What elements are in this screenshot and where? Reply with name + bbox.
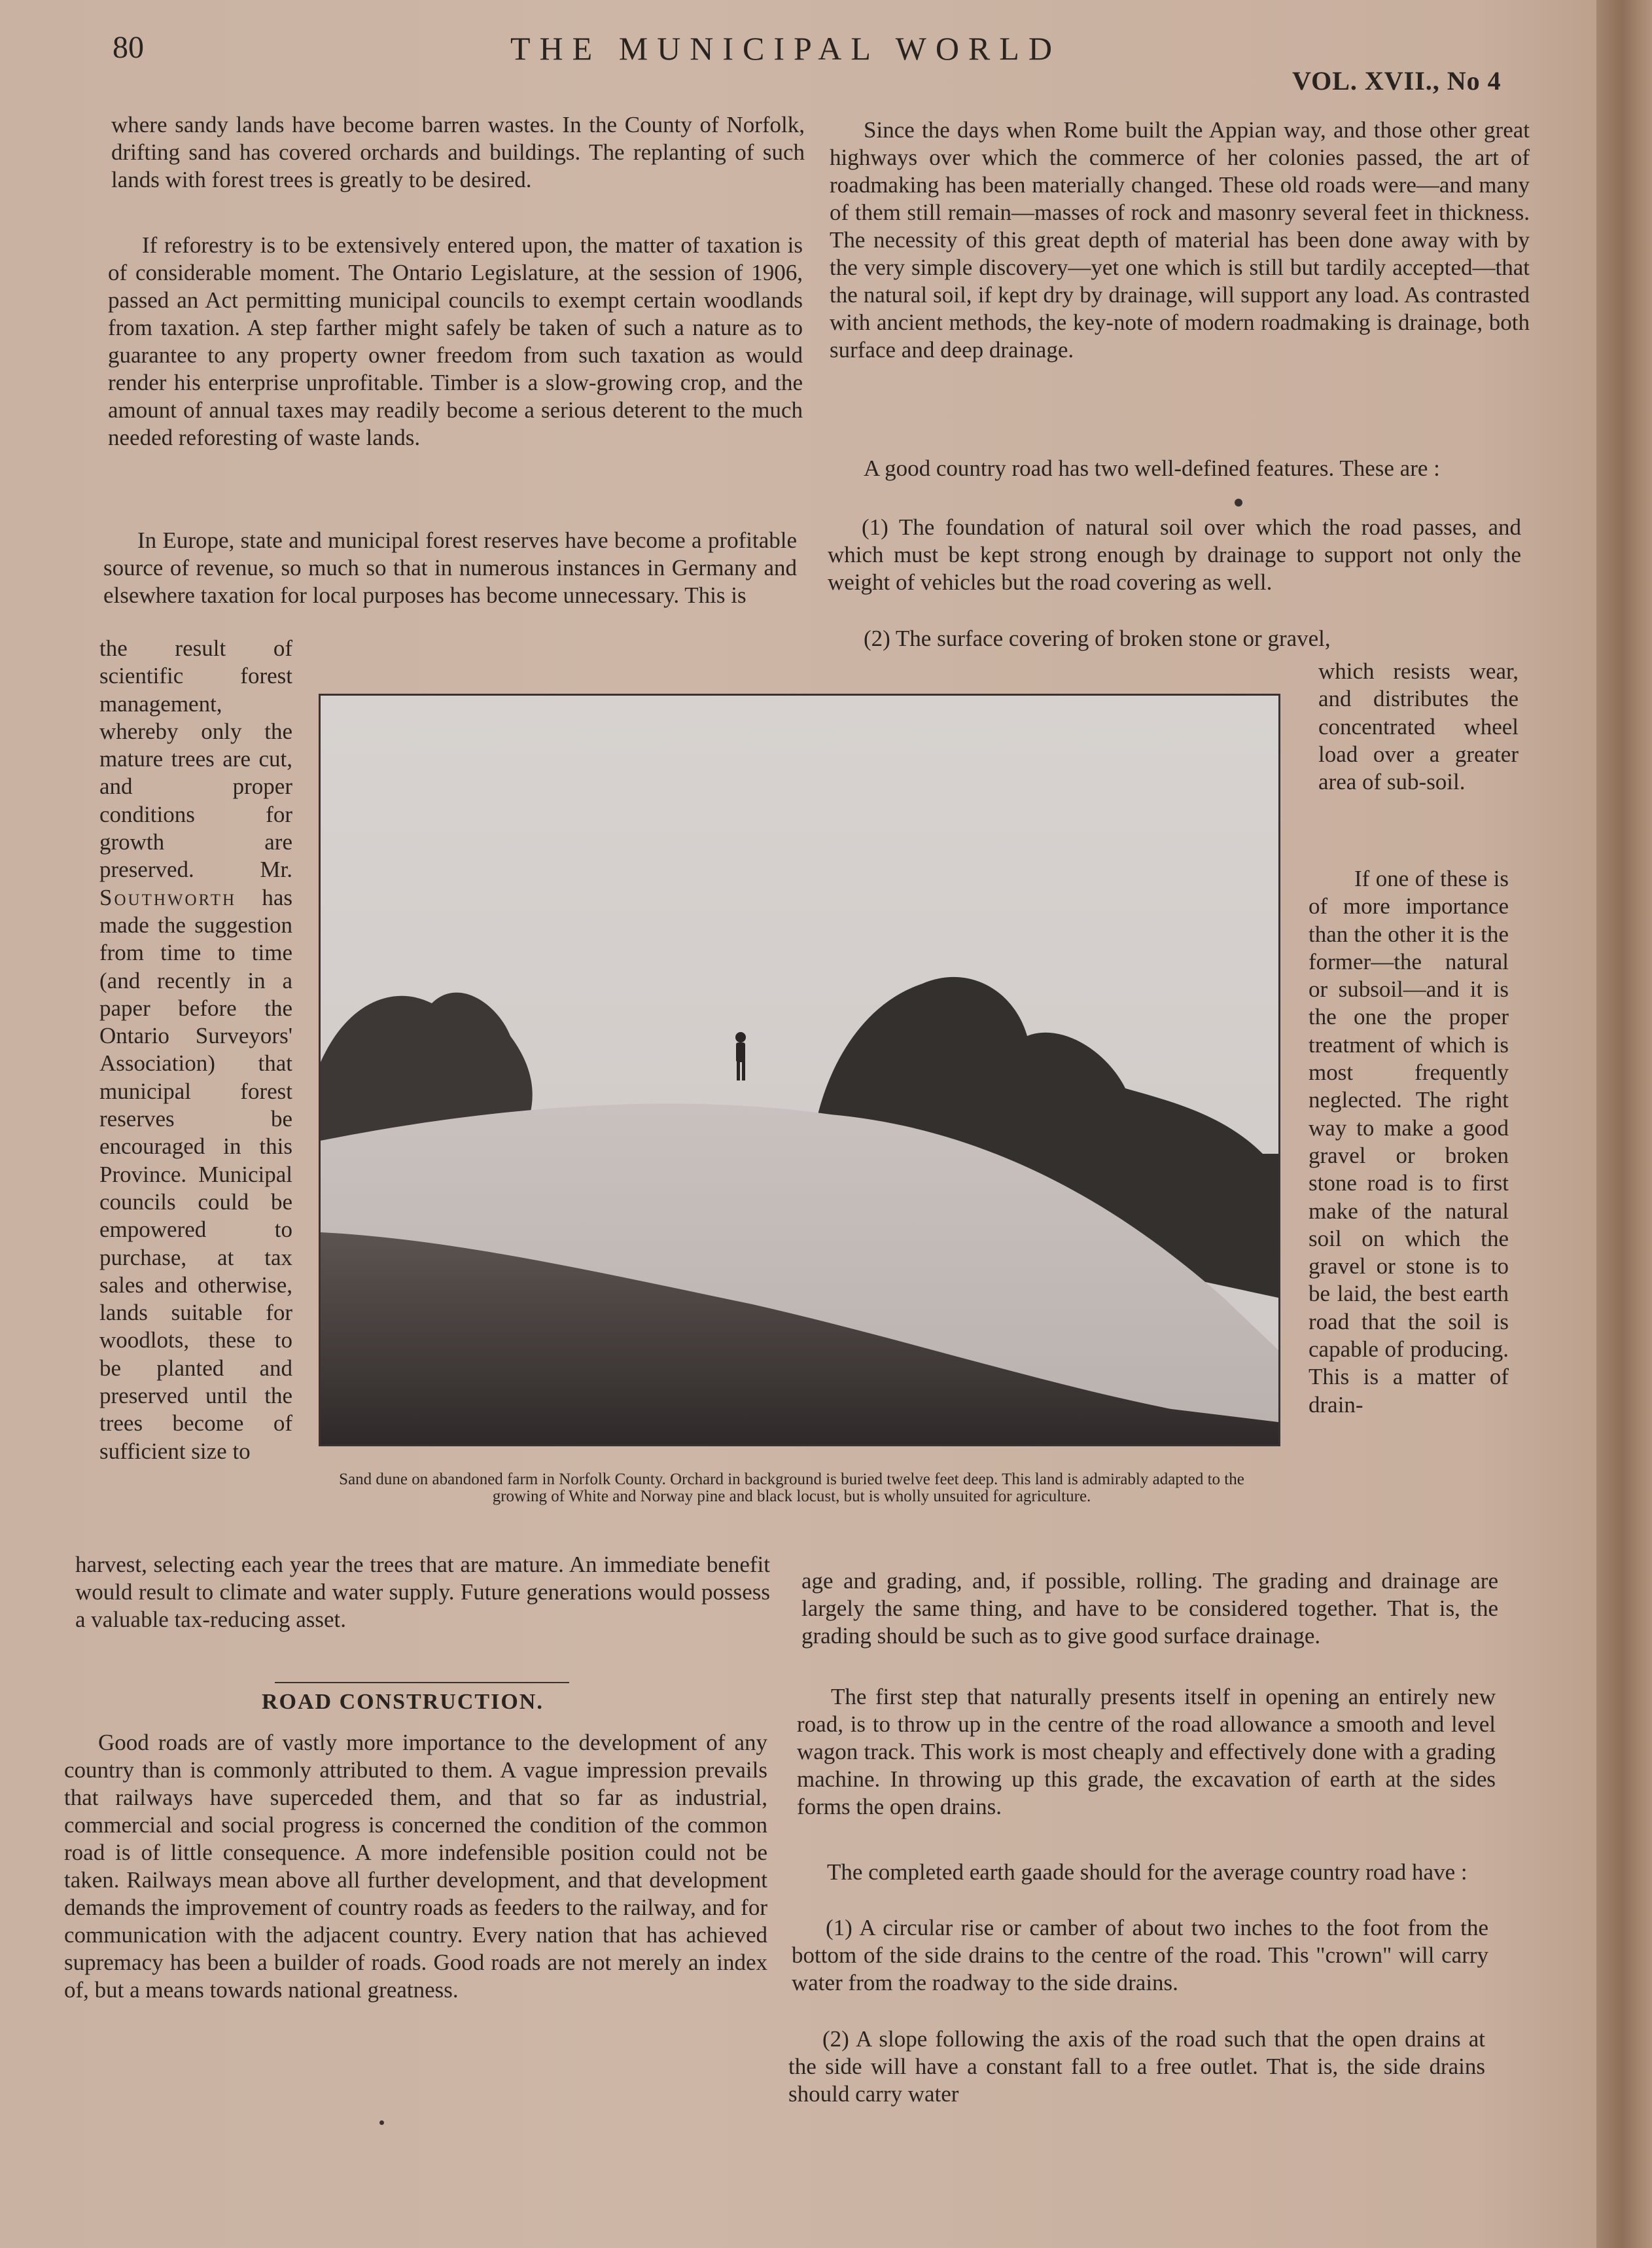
running-title: THE MUNICIPAL WORLD [510, 30, 1061, 67]
left-paragraph-1: where sandy lands have become barren wastes. In the County of Norfolk, drifting sand has covered orchards and buildings. The replanting of such lands with forest trees is greatly to be desired. [111, 112, 805, 192]
left-paragraph-3-end: harvest, selecting each year the trees that are mature. An immediate benefit would result to climate and water supply. Future generations would possess a valuable tax-reducing asset. [75, 1552, 770, 1632]
right-paragraph-4-start: (2) The surface covering of broken stone or gravel, [864, 626, 1331, 651]
right-paragraph-1: Since the days when Rome built the Appian way, and those other great highways over which the commerce of her colonies passed, the art of roadmaking has been materially changed. These old roads were—and many of them still remain—masses of rock and masonry several feet in thickness. The necessity of this great depth of material has been done away with by the very simple discovery—yet one which is still but tardily accepted—that the natural soil, if kept dry by drainage, will support any load. As contrasted with ancient methods, the key-note of modern roadmaking is drainage, both surface and deep drainage. [830, 117, 1530, 363]
left-narrow-part-b: has made the suggestion from time to time (and recently in a paper before the Ontario Surveyors' Association) that municipal forest reserves be encouraged in this Province. Municipal councils could be empowered to purchase, at tax sales and otherwise, lands suitable for woodlots, these to be planted and preserved until the trees become of sufficient size to [99, 884, 292, 1464]
left-narrow-part-a: the result of scientific forest management, whereby only the mature trees are cut, and proper conditions for growth are preserved. Mr. [99, 635, 292, 883]
sand-dune-photograph [319, 694, 1280, 1446]
right-paragraph-2: A good country road has two well-defined features. These are : [864, 455, 1440, 481]
right-paragraph-7: The completed earth gaade should for the average country road have : [827, 1859, 1467, 1885]
section-rule [275, 1682, 569, 1683]
right-narrow-text-a: which resists wear, and distributes the concentrated wheel load over a greater area of sub-soil. [1318, 658, 1519, 795]
section-heading: ROAD CONSTRUCTION. [262, 1690, 544, 1714]
left-paragraph-3: In Europe, state and municipal forest reserves have become a profitable source of revenue, so much so that in numerous instances in Germany and elsewhere taxation for local purposes has become unnecessary. This is [103, 527, 797, 608]
volume-label: VOL. XVII., No 4 [1292, 66, 1502, 96]
left-narrow-text [99, 635, 292, 1465]
right-paragraph-5-end: age and grading, and, if possible, rolling. The grading and drainage are largely the same thing, and have to be considered together. That is, the grading should be such as to give good surface drainage. [801, 1568, 1498, 1649]
print-speck [379, 2120, 384, 2125]
right-narrow-text-b: If one of these is of more importance than the other it is the former—the natural or subsoil—and it is the one the proper treatment of which is most frequently neglected. The right way to make a good gravel or broken stone road is to first make of the natural soil on which the gravel or stone is to be laid, the best earth road that the soil is capable of producing. This is a matter of drain- [1309, 866, 1509, 1418]
right-paragraph-8: (1) A circular rise or camber of about two inches to the foot from the bottom of the side drains to the centre of the road. This "crown" will carry water from the roadway to the side drains. [792, 1915, 1488, 1995]
photo-caption: Sand dune on abandoned farm in Norfolk County. Orchard in background is buried twelve feet deep. This land is admirably adapted to the growing of White and Norway pine and black locust, but is wholly unsuited for agriculture. [339, 1471, 1244, 1505]
right-paragraph-9: (2) A slope following the axis of the road such that the open drains at the side will have a constant fall to a free outlet. That is, the side drains should carry water [788, 2026, 1485, 2107]
author-name: Southworth [99, 884, 237, 910]
page-number: 80 [113, 30, 144, 65]
binding-gutter [1596, 0, 1652, 2248]
left-paragraph-4: Good roads are of vastly more importance to the development of any country than is commonly attributed to them. A vague impression prevails that railways have superceded them, and that so far as industrial, commercial and social progress is concerned the condition of the common road is of little consequence. A more indefensible position could not be taken. Railways mean above all further development, and that development demands the improvement of country roads as feeders to the railway, and for communication with the adjacent country. Every nation that has achieved supremacy has been a builder of roads. Good roads are not merely an index of, but a means towards national greatness. [64, 1730, 767, 2003]
right-paragraph-3: (1) The foundation of natural soil over which the road passes, and which must be kept strong enough by drainage to support not only the weight of vehicles but the road covering as well. [828, 514, 1521, 595]
left-paragraph-2: If reforestry is to be extensively entered upon, the matter of taxation is of considerable moment. The Ontario Legislature, at the session of 1906, passed an Act permitting municipal councils to exempt certain woodlands from taxation. A step farther might safely be taken of such a nature as to guarantee to any property owner freedom from such taxation as would render his enterprise unprofitable. Timber is a slow-growing crop, and the amount of annual taxes may readily become a serious deterent to the much needed reforesting of waste lands. [108, 232, 803, 450]
right-paragraph-6: The first step that naturally presents itself in opening an entirely new road, is to throw up in the centre of the road allowance a smooth and level wagon track. This work is most cheaply and effectively done with a grading machine. In throwing up this grade, the excavation of earth at the sides forms the open drains. [797, 1684, 1496, 1819]
print-speck [1235, 499, 1242, 507]
